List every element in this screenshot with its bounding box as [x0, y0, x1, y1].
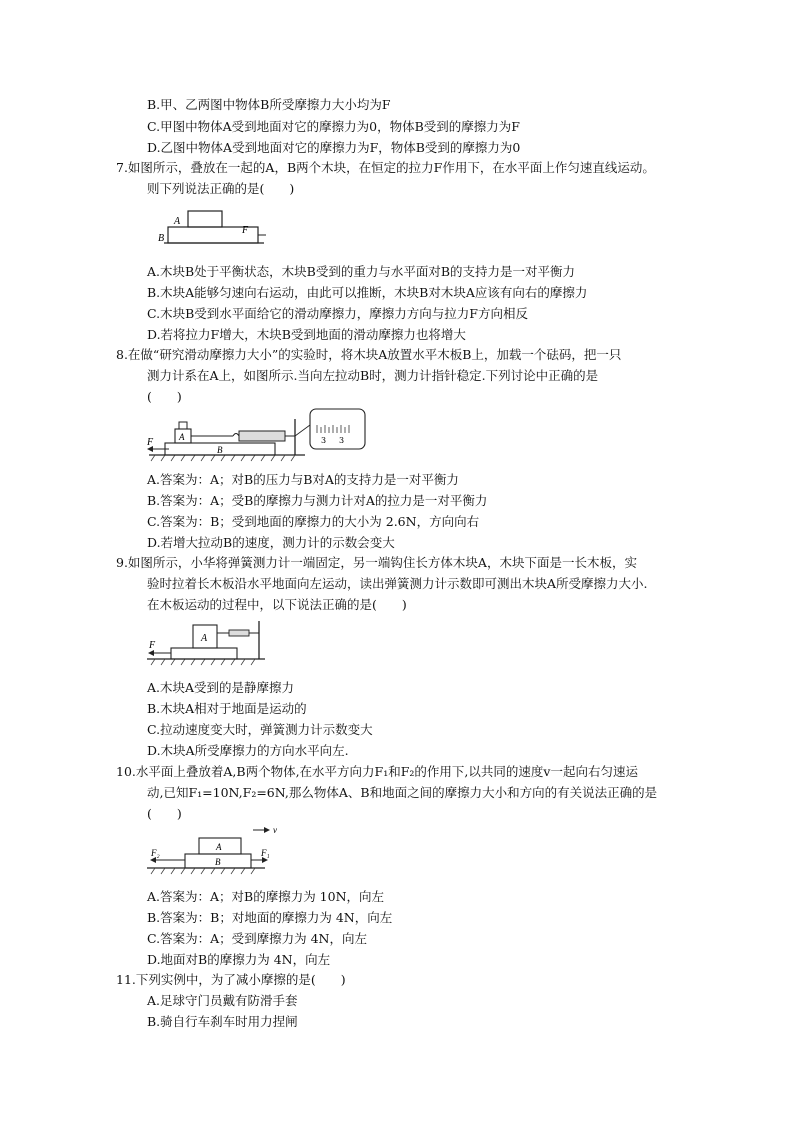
q10-label-f2: F₂ — [151, 848, 160, 858]
q11-option-a: A.足球守门员戴有防滑手套 — [147, 993, 298, 1008]
q8-stem-line2: 测力计系在A上，如图所示.当向左拉动B时，测力计指针稳定.下列讨论中正确的是 — [147, 368, 599, 383]
q8-label-f: F — [147, 437, 154, 448]
q6-option-b: B.甲、乙两图中物体B所受摩擦力大小均为F — [147, 97, 391, 112]
q7-label-a: A — [174, 216, 181, 227]
q8-dial-number-2: 3 — [339, 436, 345, 445]
q9-long-board — [171, 648, 237, 659]
q8-stem-line3: ( ) — [147, 389, 182, 404]
q8-option-d: D.若增大拉动B的速度，测力计的示数会变大 — [147, 535, 395, 550]
q10-option-b: B.答案为：B；对地面的摩擦力为 4N，向左 — [147, 910, 393, 925]
q9-label-f: F — [149, 640, 156, 651]
q9-option-d: D.木块A所受摩擦力的方向水平向左. — [147, 743, 349, 758]
q10-option-d: D.地面对B的摩擦力为 4N，向左 — [147, 952, 331, 967]
q9-label-a: A — [201, 633, 208, 644]
q10-figure — [145, 822, 285, 884]
q10-option-a: A.答案为：A；对B的摩擦力为 10N，向左 — [147, 889, 385, 904]
q6-option-c: C.甲图中物体A受到地面对它的摩擦力为0，物体B受到的摩擦力为F — [147, 119, 520, 134]
q7-option-a: A.木块B处于平衡状态，木块B受到的重力与水平面对B的支持力是一对平衡力 — [147, 264, 576, 279]
q11-stem: 11.下列实例中，为了减小摩擦的是( ) — [116, 972, 346, 987]
q8-option-a: A.答案为：A；对B的压力与B对A的支持力是一对平衡力 — [147, 472, 459, 487]
q9-spring-scale — [229, 630, 249, 636]
q9-stem-line1: 9.如图所示，小华将弹簧测力计一端固定，另一端钩住长方体木块A，木块下面是一长木板，实 — [116, 555, 637, 570]
q10-label-f1: F₁ — [261, 848, 270, 858]
q7-option-b: B.木块A能够匀速向右运动，由此可以推断，木块B对木块A应该有向右的摩擦力 — [147, 285, 588, 300]
q10-label-b: B — [215, 857, 221, 867]
q8-dial-inset — [310, 409, 365, 449]
q7-stem-line1: 7.如图所示，叠放在一起的A，B两个木块，在恒定的拉力F作用下，在水平面上作匀速直线运动。 — [116, 160, 655, 175]
q10-label-a: A — [216, 842, 222, 852]
q11-option-b: B.骑自行车刹车时用力捏闸 — [147, 1014, 298, 1029]
q7-stem-line2: 则下列说法正确的是( ) — [147, 181, 295, 196]
q10-label-v: v — [273, 825, 277, 835]
q8-weight — [179, 422, 187, 429]
q8-option-b: B.答案为：A；受B的摩擦力与测力计对A的拉力是一对平衡力 — [147, 493, 488, 508]
q9-figure — [145, 617, 275, 669]
q10-stem-line3: ( ) — [147, 806, 182, 821]
q6-option-d: D.乙图中物体A受到地面对它的摩擦力为F，物体B受到的摩擦力为0 — [147, 140, 521, 155]
q8-option-c: C.答案为：B；受到地面的摩擦力的大小为 2.6N，方向向右 — [147, 514, 480, 529]
q7-figure — [150, 205, 270, 255]
q9-stem-line3: 在木板运动的过程中，以下说法正确的是( ) — [147, 597, 407, 612]
q10-option-c: C.答案为：A；受到摩擦力为 4N，向左 — [147, 931, 367, 946]
q8-force-meter — [239, 431, 285, 441]
q9-ground-hatch — [151, 659, 255, 665]
q8-label-b: B — [217, 445, 223, 455]
q10-stem-line1: 10.水平面上叠放着A,B两个物体,在水平方向力F₁和F₂的作用下,以共同的速度v一起向右匀速运 — [116, 764, 638, 779]
q9-option-c: C.拉动速度变大时，弹簧测力计示数变大 — [147, 722, 373, 737]
q7-option-c: C.木块B受到水平面给它的滑动摩擦力，摩擦力方向与拉力F方向相反 — [147, 306, 528, 321]
q9-option-a: A.木块A受到的是静摩擦力 — [147, 680, 295, 695]
q9-option-b: B.木块A相对于地面是运动的 — [147, 701, 307, 716]
q9-stem-line2: 验时拉着长木板沿水平地面向左运动，读出弹簧测力计示数即可测出木块A所受摩擦力大小. — [147, 576, 648, 591]
q7-label-f: F — [242, 225, 249, 236]
q8-ground-hatch — [151, 455, 295, 461]
q7-option-d: D.若将拉力F增大，木块B受到地面的滑动摩擦力也将增大 — [147, 327, 466, 342]
q8-stem-line1: 8.在做“研究滑动摩擦力大小”的实验时，将木块A放置水平木板B上，加载一个砝码，把一只 — [116, 347, 622, 362]
q8-label-a: A — [179, 432, 185, 442]
q7-block-a — [188, 211, 222, 227]
q10-stem-line2: 动,已知F₁=10N,F₂=6N,那么物体A、B和地面之间的摩擦力大小和方向的有关说法正确的是 — [147, 785, 658, 800]
q10-ground-hatch — [151, 868, 255, 874]
q7-label-b: B — [158, 233, 165, 244]
q8-dial-number-1: 3 — [321, 436, 327, 445]
q8-figure — [145, 405, 375, 467]
